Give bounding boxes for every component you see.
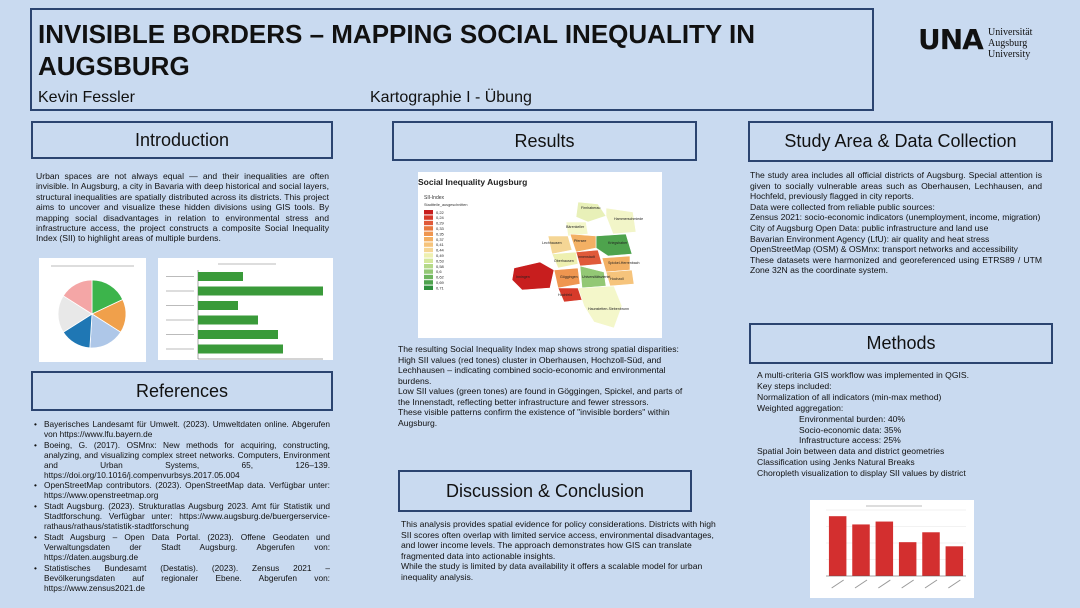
vbar-category-placeholder <box>832 580 844 588</box>
district-label: Lechhausen <box>542 241 562 245</box>
discussion-line-2: While the study is limited by data availability it offers a scalable model for urban inequality analysis. <box>401 561 703 582</box>
district-label: Oberhausen <box>554 259 574 263</box>
district-label: Hochzoll <box>610 277 624 281</box>
legend-label: 0,29 <box>436 220 444 226</box>
map-legend <box>424 210 445 291</box>
sii-map <box>418 172 662 338</box>
references-heading: References <box>31 371 333 411</box>
poster-title: INVISIBLE BORDERS – MAPPING SOCIAL INEQUALITY IN AUGSBURG <box>38 19 756 81</box>
legend-label: 0,53 <box>436 258 444 264</box>
legend-label: 0,71 <box>436 285 444 291</box>
legend-title: SII-Index <box>424 195 445 201</box>
results-heading: Results <box>392 121 697 161</box>
vbar-bar <box>922 532 940 576</box>
methods-lines-2 <box>757 446 1047 479</box>
vbar-category-placeholder <box>902 580 914 588</box>
study-area-heading: Study Area & Data Collection <box>748 121 1053 162</box>
results-line-3: Low SII values (green tones) are found in Göggingen, Spickel, and parts of the Innenstadt, reflecting better infrastructure and fewer stressors. <box>398 386 683 407</box>
methods-line-1: A multi-criteria GIS workflow was implemented in QGIS. <box>757 370 970 380</box>
methods-lines <box>757 370 1047 414</box>
vbar-marks <box>826 510 966 588</box>
legend-subtitle: Stadtteile_ausgeschnitten <box>424 203 468 207</box>
results-line-4: These visible patterns confirm the existence of "invisible borders" within Augsburg. <box>398 407 670 428</box>
legend-swatch <box>424 221 433 225</box>
study-line-4: Bavarian Environment Agency (LfU): air quality and heat stress <box>750 233 990 244</box>
logo-line-2: Augsburg <box>988 38 1028 49</box>
horizontal-bar-chart <box>158 258 333 360</box>
unemployment-bar-chart-card <box>810 500 974 598</box>
district-label: Haunstetten-Siebenbrunn <box>588 307 629 311</box>
hbar-bar <box>198 345 283 354</box>
district-label: Pfersee <box>574 239 587 243</box>
study-area-intro: The study area includes all official districts of Augsburg. Special attention is given to socially vulnerable areas such as Oberhausen, Lechhausen, and Hochfeld, previously flagged in city reports. <box>750 170 1042 202</box>
methods-weight-2: Socio-economic data: 35% <box>799 424 902 435</box>
study-line-1: Data were collected from reliable public sources: <box>750 201 935 212</box>
course-name: Kartographie I - Übung <box>370 89 532 106</box>
methods-step-1: Spatial Join between data and district geometries <box>757 446 945 457</box>
pie-chart-card <box>39 258 146 362</box>
references-list <box>34 420 330 594</box>
hbar-bar <box>198 287 323 296</box>
legend-swatch <box>424 253 433 257</box>
legend-swatch <box>424 242 433 246</box>
vbar-category-placeholder <box>878 580 890 588</box>
reference-item: • OpenStreetMap contributors. (2023). OpenStreetMap data. Verfügbar unter: https://www.openstreetmap.org <box>34 481 330 501</box>
legend-label: 0,22 <box>436 209 444 215</box>
results-line-1: The resulting Social Inequality Index map shows strong spatial disparities: <box>398 344 679 354</box>
legend-label: 0,41 <box>436 242 444 248</box>
legend-label: 0,33 <box>436 226 444 231</box>
discussion-heading: Discussion & Conclusion <box>398 470 692 512</box>
legend-swatch <box>424 280 433 284</box>
legend-swatch <box>424 232 433 236</box>
district-label: Innenstadt <box>578 255 595 259</box>
methods-line-4: Weighted aggregation: <box>757 402 844 413</box>
vbar-bar <box>829 516 847 576</box>
legend-label: 0,69 <box>436 280 444 285</box>
legend-label: 0,6 <box>436 269 442 275</box>
results-line-2: High SII values (red tones) cluster in Oberhausen, Hochzoll-Süd, and Lechhausen – indicating combined socio-economic and environmental burdens. <box>398 354 666 386</box>
legend-swatch <box>424 226 433 230</box>
district-label: Kriegshaber <box>608 241 628 245</box>
legend-label: 0,37 <box>436 236 444 242</box>
logo-line-1: Universität <box>988 27 1033 38</box>
logo-text <box>988 27 1032 60</box>
district-kriegshaber <box>548 236 572 254</box>
legend-swatch <box>424 264 433 268</box>
discussion-line-1: This analysis provides spatial evidence for policy considerations. Districts with high SII scores often overlap with limited service access, environmental disadvantages, and lower income levels. The approach demonstrates how GIS can translate fragmented data into actionable insights. <box>401 519 716 561</box>
legend-swatch <box>424 210 433 214</box>
hbar-bar <box>198 301 238 310</box>
pie-slices <box>58 280 126 348</box>
sii-map-card <box>418 172 662 338</box>
legend-swatch <box>424 259 433 263</box>
reference-item: • Stadt Augsburg – Open Data Portal. (2023). Offene Geodaten und Verwaltungsdaten der Stadt Augsburg. Abgerufen von: https://daten.augsburg.de <box>34 533 330 563</box>
district-label: Bärenkeller <box>566 225 585 229</box>
discussion-text <box>401 519 723 583</box>
hbar-bar <box>198 272 243 281</box>
district-firnhaberau <box>576 202 606 222</box>
district-label: Universitätsviertel <box>582 275 611 279</box>
reference-item: • Statistisches Bundesamt (Destatis). (2023). Zensus 2021 – Bevölkerungsdaten auf regionaler Ebene. Abgerufen von: https://www.zensus2021.de <box>34 564 330 594</box>
map-title: Social Inequality Augsburg <box>418 177 528 187</box>
logo-mark: UNA <box>918 23 983 56</box>
pie-chart <box>39 258 146 362</box>
vbar-bar <box>852 524 870 576</box>
logo-line-3: University <box>988 49 1031 60</box>
methods-line-3: Normalization of all indicators (min-max method) <box>757 391 942 402</box>
vbar-bar <box>899 542 917 576</box>
methods-heading: Methods <box>749 323 1053 364</box>
introduction-text: Urban spaces are not always equal — and their inequalities are often invisible. In Augsburg, a city in Bavaria with deep historical and social layers, structural inequalities are spatially distributed across its districts. This project aims to uncover and visualize these hidden divisions using GIS tools. By mapping social disadvantages in relation to environmental stress and infrastructure access, the project constructs a composite Social Inequality Index (SII) to highlight areas of multiple burdens. <box>36 171 329 244</box>
author-name: Kevin Fessler <box>38 89 135 106</box>
legend-label: 0,35 <box>436 231 444 237</box>
district-label: Spickel-Herrenbach <box>608 261 640 265</box>
vbar-bar <box>876 522 894 576</box>
vbar-category-placeholder <box>948 580 960 588</box>
district-hammerschmiede <box>606 208 636 234</box>
study-line-3: City of Augsburg Open Data: public infrastructure and land use <box>750 222 989 233</box>
district-label: Inningen <box>516 275 530 279</box>
reference-item: • Bayerisches Landesamt für Umwelt. (2023). Umweltdaten online. Abgerufen von https://www.lfu.bayern.de <box>34 420 330 440</box>
district-label: Hammerschmiede <box>614 217 644 221</box>
study-area-body <box>750 170 1042 276</box>
legend-label: 0,44 <box>436 247 444 253</box>
district-label: Göggingen <box>560 275 578 279</box>
legend-label: 0,62 <box>436 274 444 280</box>
methods-line-2: Key steps included: <box>757 380 832 391</box>
vbar-category-placeholder <box>855 580 867 588</box>
district-oberhausen <box>570 234 596 252</box>
study-line-6: These datasets were harmonized and georeferenced using ETRS89 / UTM Zone 32N as the coordinate system. <box>750 254 1042 276</box>
vertical-bar-chart <box>810 500 974 598</box>
methods-weight-3: Infrastructure access: 25% <box>799 435 901 446</box>
vbar-category-placeholder <box>925 580 937 588</box>
methods-step-2: Classification using Jenks Natural Breaks <box>757 457 915 468</box>
study-line-5: OpenStreetMap (OSM) & OSMnx: transport networks and accessibility <box>750 244 1018 255</box>
methods-step-3: Choropleth visualization to display SII values by district <box>757 468 966 479</box>
legend-label: 0,49 <box>436 253 444 258</box>
introduction-heading: Introduction <box>31 121 333 159</box>
district-label: Firnhaberau <box>581 206 601 210</box>
legend-swatch <box>424 237 433 241</box>
legend-swatch <box>424 275 433 279</box>
hbar-bar <box>198 330 278 339</box>
legend-swatch <box>424 269 433 273</box>
methods-body <box>757 370 1047 479</box>
reference-item: • Stadt Augsburg. (2023). Strukturatlas Augsburg 2023. Amt für Statistik und Stadtforschung. Verfügbar unter: https://www.augsburg.de/buergerservice-rathaus/rathaus/statistik-stadtforschung <box>34 502 330 532</box>
study-area-lines <box>750 202 1042 276</box>
hbar-marks <box>166 270 323 359</box>
university-logo <box>918 18 1048 64</box>
results-text <box>398 344 694 428</box>
vbar-bar <box>946 546 964 576</box>
legend-swatch <box>424 286 433 290</box>
study-line-2: Zensus 2021: socio-economic indicators (unemployment, income, migration) <box>750 212 1041 223</box>
transport-bar-chart-card <box>158 258 333 360</box>
methods-weight-1: Environmental burden: 40% <box>799 413 906 424</box>
legend-swatch <box>424 215 433 219</box>
legend-label: 0,24 <box>436 215 444 221</box>
district-label: Hochfeld <box>558 293 573 297</box>
hbar-bar <box>198 316 258 325</box>
legend-swatch <box>424 248 433 252</box>
legend-label: 0,58 <box>436 263 444 269</box>
district-lechhausen <box>596 234 632 256</box>
methods-weights <box>757 414 1047 447</box>
reference-item: • Boeing, G. (2017). OSMnx: New methods for acquiring, constructing, analyzing, and visualizing complex street networks. Computers, Environment and Urban Systems, 65, 126–139. https://doi.org/10.1016/j.compenvurbsys.2017.05.004 <box>34 441 330 481</box>
